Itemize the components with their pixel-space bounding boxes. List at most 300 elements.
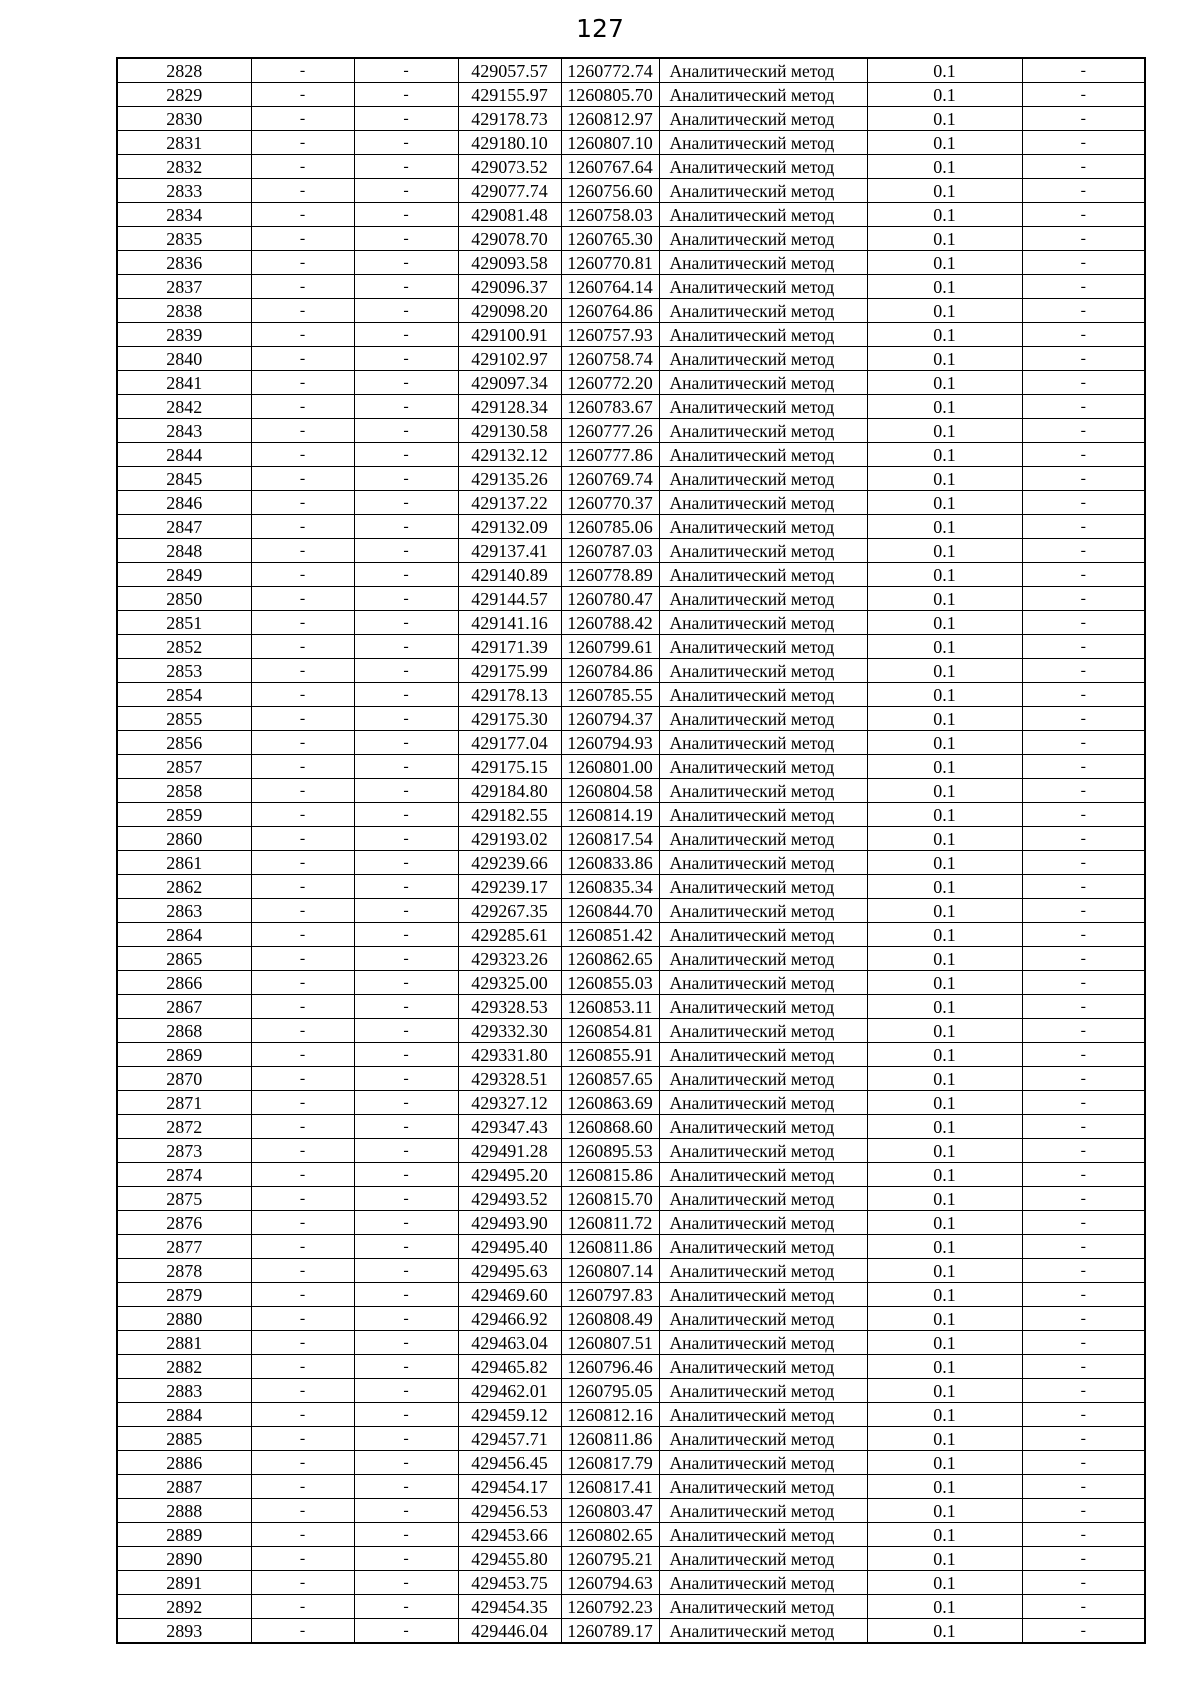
table-row [117,251,1145,275]
method-cell: Аналитический метод [659,1163,867,1187]
table-row [117,563,1145,587]
method-cell: Аналитический метод [659,923,867,947]
dash-cell: - [354,107,458,131]
table-row [117,299,1145,323]
dash-cell: - [251,323,354,347]
method-cell: Аналитический метод [659,683,867,707]
table-row [117,803,1145,827]
dash-cell: - [1022,227,1145,251]
dash-cell: - [1022,203,1145,227]
y-coordinate-cell: 1260811.72 [561,1211,659,1235]
dash-cell: - [1022,1067,1145,1091]
x-coordinate-cell: 429057.57 [458,58,561,83]
dash-cell: - [1022,1427,1145,1451]
dash-cell: - [251,1403,354,1427]
dash-cell: - [251,347,354,371]
dash-cell: - [354,707,458,731]
dash-cell: - [251,299,354,323]
accuracy-cell: 0.1 [867,635,1022,659]
y-coordinate-cell: 1260868.60 [561,1115,659,1139]
dash-cell: - [354,587,458,611]
dash-cell: - [1022,1331,1145,1355]
dash-cell: - [1022,1403,1145,1427]
table-row [117,1619,1145,1644]
method-cell: Аналитический метод [659,299,867,323]
table-row [117,1523,1145,1547]
dash-cell: - [251,1139,354,1163]
x-coordinate-cell: 429175.99 [458,659,561,683]
y-coordinate-cell: 1260804.58 [561,779,659,803]
method-cell: Аналитический метод [659,947,867,971]
dash-cell: - [1022,1115,1145,1139]
method-cell: Аналитический метод [659,1379,867,1403]
point-number-cell: 2854 [117,683,251,707]
accuracy-cell: 0.1 [867,971,1022,995]
method-cell: Аналитический метод [659,539,867,563]
accuracy-cell: 0.1 [867,275,1022,299]
point-number-cell: 2893 [117,1619,251,1644]
dash-cell: - [354,1307,458,1331]
dash-cell: - [354,1355,458,1379]
method-cell: Аналитический метод [659,1211,867,1235]
point-number-cell: 2848 [117,539,251,563]
dash-cell: - [251,875,354,899]
x-coordinate-cell: 429453.75 [458,1571,561,1595]
dash-cell: - [354,1595,458,1619]
dash-cell: - [1022,179,1145,203]
point-number-cell: 2839 [117,323,251,347]
method-cell: Аналитический метод [659,323,867,347]
method-cell: Аналитический метод [659,1403,867,1427]
dash-cell: - [1022,1523,1145,1547]
y-coordinate-cell: 1260895.53 [561,1139,659,1163]
method-cell: Аналитический метод [659,515,867,539]
method-cell: Аналитический метод [659,731,867,755]
dash-cell: - [354,1211,458,1235]
dash-cell: - [354,1523,458,1547]
dash-cell: - [354,58,458,83]
method-cell: Аналитический метод [659,203,867,227]
method-cell: Аналитический метод [659,587,867,611]
method-cell: Аналитический метод [659,971,867,995]
x-coordinate-cell: 429073.52 [458,155,561,179]
x-coordinate-cell: 429141.16 [458,611,561,635]
point-number-cell: 2892 [117,1595,251,1619]
dash-cell: - [1022,1163,1145,1187]
dash-cell: - [251,1187,354,1211]
x-coordinate-cell: 429100.91 [458,323,561,347]
method-cell: Аналитический метод [659,1283,867,1307]
point-number-cell: 2845 [117,467,251,491]
x-coordinate-cell: 429178.13 [458,683,561,707]
method-cell: Аналитический метод [659,611,867,635]
table-row [117,587,1145,611]
x-coordinate-cell: 429465.82 [458,1355,561,1379]
dash-cell: - [354,851,458,875]
dash-cell: - [251,803,354,827]
y-coordinate-cell: 1260803.47 [561,1499,659,1523]
x-coordinate-cell: 429285.61 [458,923,561,947]
accuracy-cell: 0.1 [867,731,1022,755]
point-number-cell: 2860 [117,827,251,851]
x-coordinate-cell: 429098.20 [458,299,561,323]
dash-cell: - [251,1283,354,1307]
dash-cell: - [354,1331,458,1355]
point-number-cell: 2861 [117,851,251,875]
y-coordinate-cell: 1260758.74 [561,347,659,371]
dash-cell: - [354,131,458,155]
accuracy-cell: 0.1 [867,299,1022,323]
dash-cell: - [1022,779,1145,803]
y-coordinate-cell: 1260789.17 [561,1619,659,1644]
accuracy-cell: 0.1 [867,371,1022,395]
method-cell: Аналитический метод [659,1523,867,1547]
table-row [117,179,1145,203]
dash-cell: - [1022,1235,1145,1259]
accuracy-cell: 0.1 [867,1523,1022,1547]
dash-cell: - [1022,491,1145,515]
method-cell: Аналитический метод [659,1139,867,1163]
accuracy-cell: 0.1 [867,347,1022,371]
x-coordinate-cell: 429332.30 [458,1019,561,1043]
point-number-cell: 2864 [117,923,251,947]
dash-cell: - [251,1355,354,1379]
accuracy-cell: 0.1 [867,1187,1022,1211]
accuracy-cell: 0.1 [867,395,1022,419]
y-coordinate-cell: 1260758.03 [561,203,659,227]
table-row [117,659,1145,683]
point-number-cell: 2867 [117,995,251,1019]
dash-cell: - [251,131,354,155]
x-coordinate-cell: 429132.09 [458,515,561,539]
accuracy-cell: 0.1 [867,1019,1022,1043]
dash-cell: - [251,107,354,131]
point-number-cell: 2886 [117,1451,251,1475]
y-coordinate-cell: 1260851.42 [561,923,659,947]
dash-cell: - [354,227,458,251]
table-row [117,1499,1145,1523]
point-number-cell: 2853 [117,659,251,683]
dash-cell: - [354,419,458,443]
accuracy-cell: 0.1 [867,443,1022,467]
point-number-cell: 2872 [117,1115,251,1139]
dash-cell: - [354,83,458,107]
dash-cell: - [1022,323,1145,347]
y-coordinate-cell: 1260772.20 [561,371,659,395]
dash-cell: - [251,707,354,731]
table-row [117,1571,1145,1595]
dash-cell: - [251,971,354,995]
dash-cell: - [354,323,458,347]
dash-cell: - [354,395,458,419]
dash-cell: - [354,1547,458,1571]
method-cell: Аналитический метод [659,851,867,875]
point-number-cell: 2832 [117,155,251,179]
dash-cell: - [354,923,458,947]
x-coordinate-cell: 429469.60 [458,1283,561,1307]
dash-cell: - [1022,1091,1145,1115]
x-coordinate-cell: 429462.01 [458,1379,561,1403]
table-row [117,467,1145,491]
point-number-cell: 2871 [117,1091,251,1115]
dash-cell: - [1022,1283,1145,1307]
dash-cell: - [354,947,458,971]
y-coordinate-cell: 1260792.23 [561,1595,659,1619]
dash-cell: - [1022,1187,1145,1211]
method-cell: Аналитический метод [659,1187,867,1211]
table-row [117,683,1145,707]
dash-cell: - [1022,395,1145,419]
x-coordinate-cell: 429175.15 [458,755,561,779]
dash-cell: - [251,1499,354,1523]
point-number-cell: 2891 [117,1571,251,1595]
dash-cell: - [251,635,354,659]
dash-cell: - [251,1043,354,1067]
accuracy-cell: 0.1 [867,587,1022,611]
accuracy-cell: 0.1 [867,1355,1022,1379]
table-row [117,755,1145,779]
dash-cell: - [251,1091,354,1115]
y-coordinate-cell: 1260778.89 [561,563,659,587]
point-number-cell: 2851 [117,611,251,635]
accuracy-cell: 0.1 [867,995,1022,1019]
dash-cell: - [1022,1547,1145,1571]
y-coordinate-cell: 1260807.10 [561,131,659,155]
dash-cell: - [1022,1355,1145,1379]
coordinates-table [116,57,1146,1644]
x-coordinate-cell: 429331.80 [458,1043,561,1067]
x-coordinate-cell: 429135.26 [458,467,561,491]
x-coordinate-cell: 429328.53 [458,995,561,1019]
dash-cell: - [354,1259,458,1283]
dash-cell: - [354,755,458,779]
accuracy-cell: 0.1 [867,539,1022,563]
dash-cell: - [251,58,354,83]
accuracy-cell: 0.1 [867,1547,1022,1571]
dash-cell: - [354,1571,458,1595]
dash-cell: - [354,515,458,539]
point-number-cell: 2885 [117,1427,251,1451]
table-row [117,947,1145,971]
point-number-cell: 2863 [117,899,251,923]
point-number-cell: 2835 [117,227,251,251]
dash-cell: - [251,1427,354,1451]
table-row [117,107,1145,131]
y-coordinate-cell: 1260857.65 [561,1067,659,1091]
y-coordinate-cell: 1260815.86 [561,1163,659,1187]
point-number-cell: 2830 [117,107,251,131]
method-cell: Аналитический метод [659,467,867,491]
x-coordinate-cell: 429102.97 [458,347,561,371]
y-coordinate-cell: 1260772.74 [561,58,659,83]
point-number-cell: 2831 [117,131,251,155]
method-cell: Аналитический метод [659,1571,867,1595]
table-row [117,1403,1145,1427]
point-number-cell: 2884 [117,1403,251,1427]
dash-cell: - [354,1067,458,1091]
y-coordinate-cell: 1260785.55 [561,683,659,707]
method-cell: Аналитический метод [659,179,867,203]
accuracy-cell: 0.1 [867,323,1022,347]
dash-cell: - [1022,827,1145,851]
accuracy-cell: 0.1 [867,1211,1022,1235]
x-coordinate-cell: 429493.90 [458,1211,561,1235]
y-coordinate-cell: 1260777.26 [561,419,659,443]
accuracy-cell: 0.1 [867,515,1022,539]
dash-cell: - [354,1619,458,1644]
dash-cell: - [354,995,458,1019]
point-number-cell: 2866 [117,971,251,995]
dash-cell: - [1022,755,1145,779]
point-number-cell: 2833 [117,179,251,203]
x-coordinate-cell: 429078.70 [458,227,561,251]
y-coordinate-cell: 1260835.34 [561,875,659,899]
x-coordinate-cell: 429453.66 [458,1523,561,1547]
y-coordinate-cell: 1260817.41 [561,1475,659,1499]
method-cell: Аналитический метод [659,491,867,515]
dash-cell: - [354,1499,458,1523]
y-coordinate-cell: 1260770.81 [561,251,659,275]
dash-cell: - [1022,947,1145,971]
dash-cell: - [354,1427,458,1451]
dash-cell: - [1022,83,1145,107]
y-coordinate-cell: 1260853.11 [561,995,659,1019]
dash-cell: - [1022,1595,1145,1619]
dash-cell: - [1022,275,1145,299]
method-cell: Аналитический метод [659,563,867,587]
x-coordinate-cell: 429325.00 [458,971,561,995]
accuracy-cell: 0.1 [867,947,1022,971]
y-coordinate-cell: 1260765.30 [561,227,659,251]
point-number-cell: 2856 [117,731,251,755]
x-coordinate-cell: 429454.35 [458,1595,561,1619]
dash-cell: - [354,347,458,371]
dash-cell: - [251,1235,354,1259]
y-coordinate-cell: 1260807.51 [561,1331,659,1355]
point-number-cell: 2834 [117,203,251,227]
x-coordinate-cell: 429180.10 [458,131,561,155]
accuracy-cell: 0.1 [867,923,1022,947]
dash-cell: - [1022,659,1145,683]
dash-cell: - [251,83,354,107]
table-row [117,323,1145,347]
y-coordinate-cell: 1260812.97 [561,107,659,131]
point-number-cell: 2875 [117,1187,251,1211]
dash-cell: - [251,251,354,275]
dash-cell: - [354,251,458,275]
dash-cell: - [251,779,354,803]
x-coordinate-cell: 429328.51 [458,1067,561,1091]
x-coordinate-cell: 429193.02 [458,827,561,851]
method-cell: Аналитический метод [659,659,867,683]
x-coordinate-cell: 429137.41 [458,539,561,563]
dash-cell: - [251,419,354,443]
table-row [117,1091,1145,1115]
method-cell: Аналитический метод [659,83,867,107]
y-coordinate-cell: 1260807.14 [561,1259,659,1283]
dash-cell: - [1022,611,1145,635]
method-cell: Аналитический метод [659,707,867,731]
method-cell: Аналитический метод [659,1427,867,1451]
x-coordinate-cell: 429456.53 [458,1499,561,1523]
y-coordinate-cell: 1260855.03 [561,971,659,995]
dash-cell: - [251,755,354,779]
accuracy-cell: 0.1 [867,107,1022,131]
point-number-cell: 2828 [117,58,251,83]
dash-cell: - [251,659,354,683]
table-row [117,1547,1145,1571]
table-row [117,779,1145,803]
y-coordinate-cell: 1260764.86 [561,299,659,323]
accuracy-cell: 0.1 [867,1499,1022,1523]
accuracy-cell: 0.1 [867,899,1022,923]
method-cell: Аналитический метод [659,779,867,803]
method-cell: Аналитический метод [659,1451,867,1475]
point-number-cell: 2890 [117,1547,251,1571]
dash-cell: - [354,275,458,299]
dash-cell: - [251,899,354,923]
point-number-cell: 2844 [117,443,251,467]
point-number-cell: 2857 [117,755,251,779]
table-row [117,827,1145,851]
table-row [117,155,1145,179]
method-cell: Аналитический метод [659,58,867,83]
table-row [117,371,1145,395]
table-row [117,515,1145,539]
table-body [117,58,1145,1643]
method-cell: Аналитический метод [659,1595,867,1619]
dash-cell: - [1022,1259,1145,1283]
dash-cell: - [354,1019,458,1043]
dash-cell: - [251,563,354,587]
accuracy-cell: 0.1 [867,563,1022,587]
table-row [117,1283,1145,1307]
y-coordinate-cell: 1260802.65 [561,1523,659,1547]
dash-cell: - [251,731,354,755]
table-row [117,419,1145,443]
accuracy-cell: 0.1 [867,1379,1022,1403]
dash-cell: - [354,659,458,683]
dash-cell: - [1022,731,1145,755]
table-row [117,539,1145,563]
table-row [117,227,1145,251]
accuracy-cell: 0.1 [867,1115,1022,1139]
method-cell: Аналитический метод [659,875,867,899]
dash-cell: - [354,1187,458,1211]
dash-cell: - [1022,131,1145,155]
point-number-cell: 2842 [117,395,251,419]
accuracy-cell: 0.1 [867,1043,1022,1067]
x-coordinate-cell: 429093.58 [458,251,561,275]
y-coordinate-cell: 1260784.86 [561,659,659,683]
x-coordinate-cell: 429493.52 [458,1187,561,1211]
x-coordinate-cell: 429171.39 [458,635,561,659]
table-row [117,1115,1145,1139]
accuracy-cell: 0.1 [867,1091,1022,1115]
table-row [117,1043,1145,1067]
dash-cell: - [354,467,458,491]
dash-cell: - [251,203,354,227]
point-number-cell: 2858 [117,779,251,803]
x-coordinate-cell: 429175.30 [458,707,561,731]
dash-cell: - [354,179,458,203]
accuracy-cell: 0.1 [867,1235,1022,1259]
method-cell: Аналитический метод [659,251,867,275]
x-coordinate-cell: 429457.71 [458,1427,561,1451]
x-coordinate-cell: 429495.40 [458,1235,561,1259]
y-coordinate-cell: 1260854.81 [561,1019,659,1043]
dash-cell: - [354,683,458,707]
